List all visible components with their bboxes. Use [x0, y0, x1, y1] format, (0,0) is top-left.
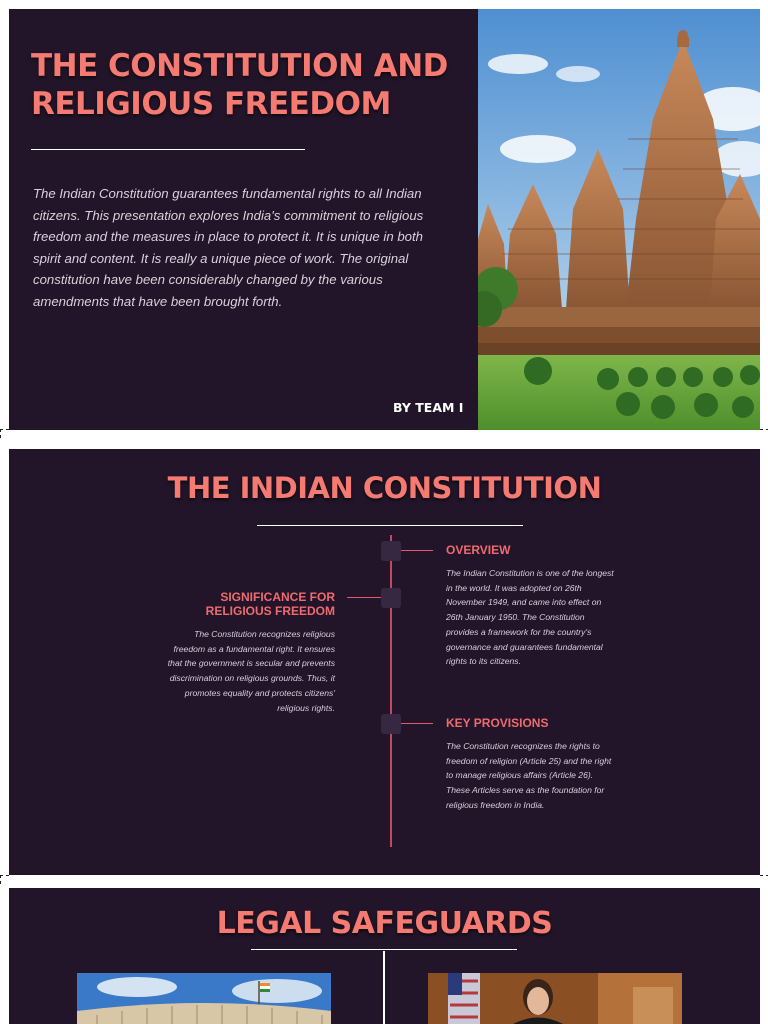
slide-title: THE INDIAN CONSTITUTION [167, 471, 602, 505]
title-slide [9, 9, 760, 430]
courtroom-photo [428, 973, 682, 1024]
slide-title: THE CONSTITUTION AND RELIGIOUS FREEDOM [31, 48, 448, 122]
author-byline: BY TEAM I [393, 400, 464, 415]
overview-text: The Indian Constitution is one of the longest in the world. It was adopted on 26th November 1949, and came into effect on 26th January 1950. The Constitution provides a framework for the country's governance and guarantees fundamental rights to its citizens. [446, 568, 614, 667]
parliament-photo [77, 973, 331, 1024]
column-divider [383, 951, 385, 1024]
significance-heading: SIGNIFICANCE FOR RELIGIOUS FREEDOM [205, 590, 335, 618]
timeline-node [381, 541, 401, 561]
timeline-node [381, 588, 401, 608]
crop-mark [0, 875, 9, 884]
constitution-slide [9, 449, 760, 875]
title-divider [257, 525, 523, 526]
crop-mark [760, 429, 768, 438]
timeline-line [390, 535, 392, 847]
crop-mark [0, 429, 9, 438]
provisions-heading: KEY PROVISIONS [446, 716, 549, 730]
title-divider [31, 149, 305, 150]
crop-mark [760, 875, 768, 884]
overview-heading: OVERVIEW [446, 543, 511, 557]
provisions-text: The Constitution recognizes the rights to freedom of religion (Article 25) and the right to manage religious affairs (Article 26). These Articles serve as the foundation for religious freedom in India. [446, 741, 612, 810]
timeline-connector [347, 597, 381, 598]
temple-photo [478, 9, 760, 430]
legal-safeguards-slide [9, 888, 760, 1024]
timeline-connector [401, 723, 433, 724]
title-divider [251, 949, 517, 950]
slide-title: LEGAL SAFEGUARDS [216, 906, 553, 941]
intro-paragraph: The Indian Constitution guarantees fundamental rights to all Indian citizens. This presentation explores India's commitment to religious freedom and the measures in place to protect it. It is unique in both spirit and content. It is really a unique piece of work. The original constitution have been considerably changed by the various amendments that have been brought forth. [33, 186, 424, 309]
significance-text: The Constitution recognizes religious freedom as a fundamental right. It ensures that the government is secular and prevents discrimination on religious grounds. Thus, it promotes equality and protects citizens' religious rights. [167, 629, 335, 713]
timeline-node [381, 714, 401, 734]
timeline-connector [401, 550, 433, 551]
